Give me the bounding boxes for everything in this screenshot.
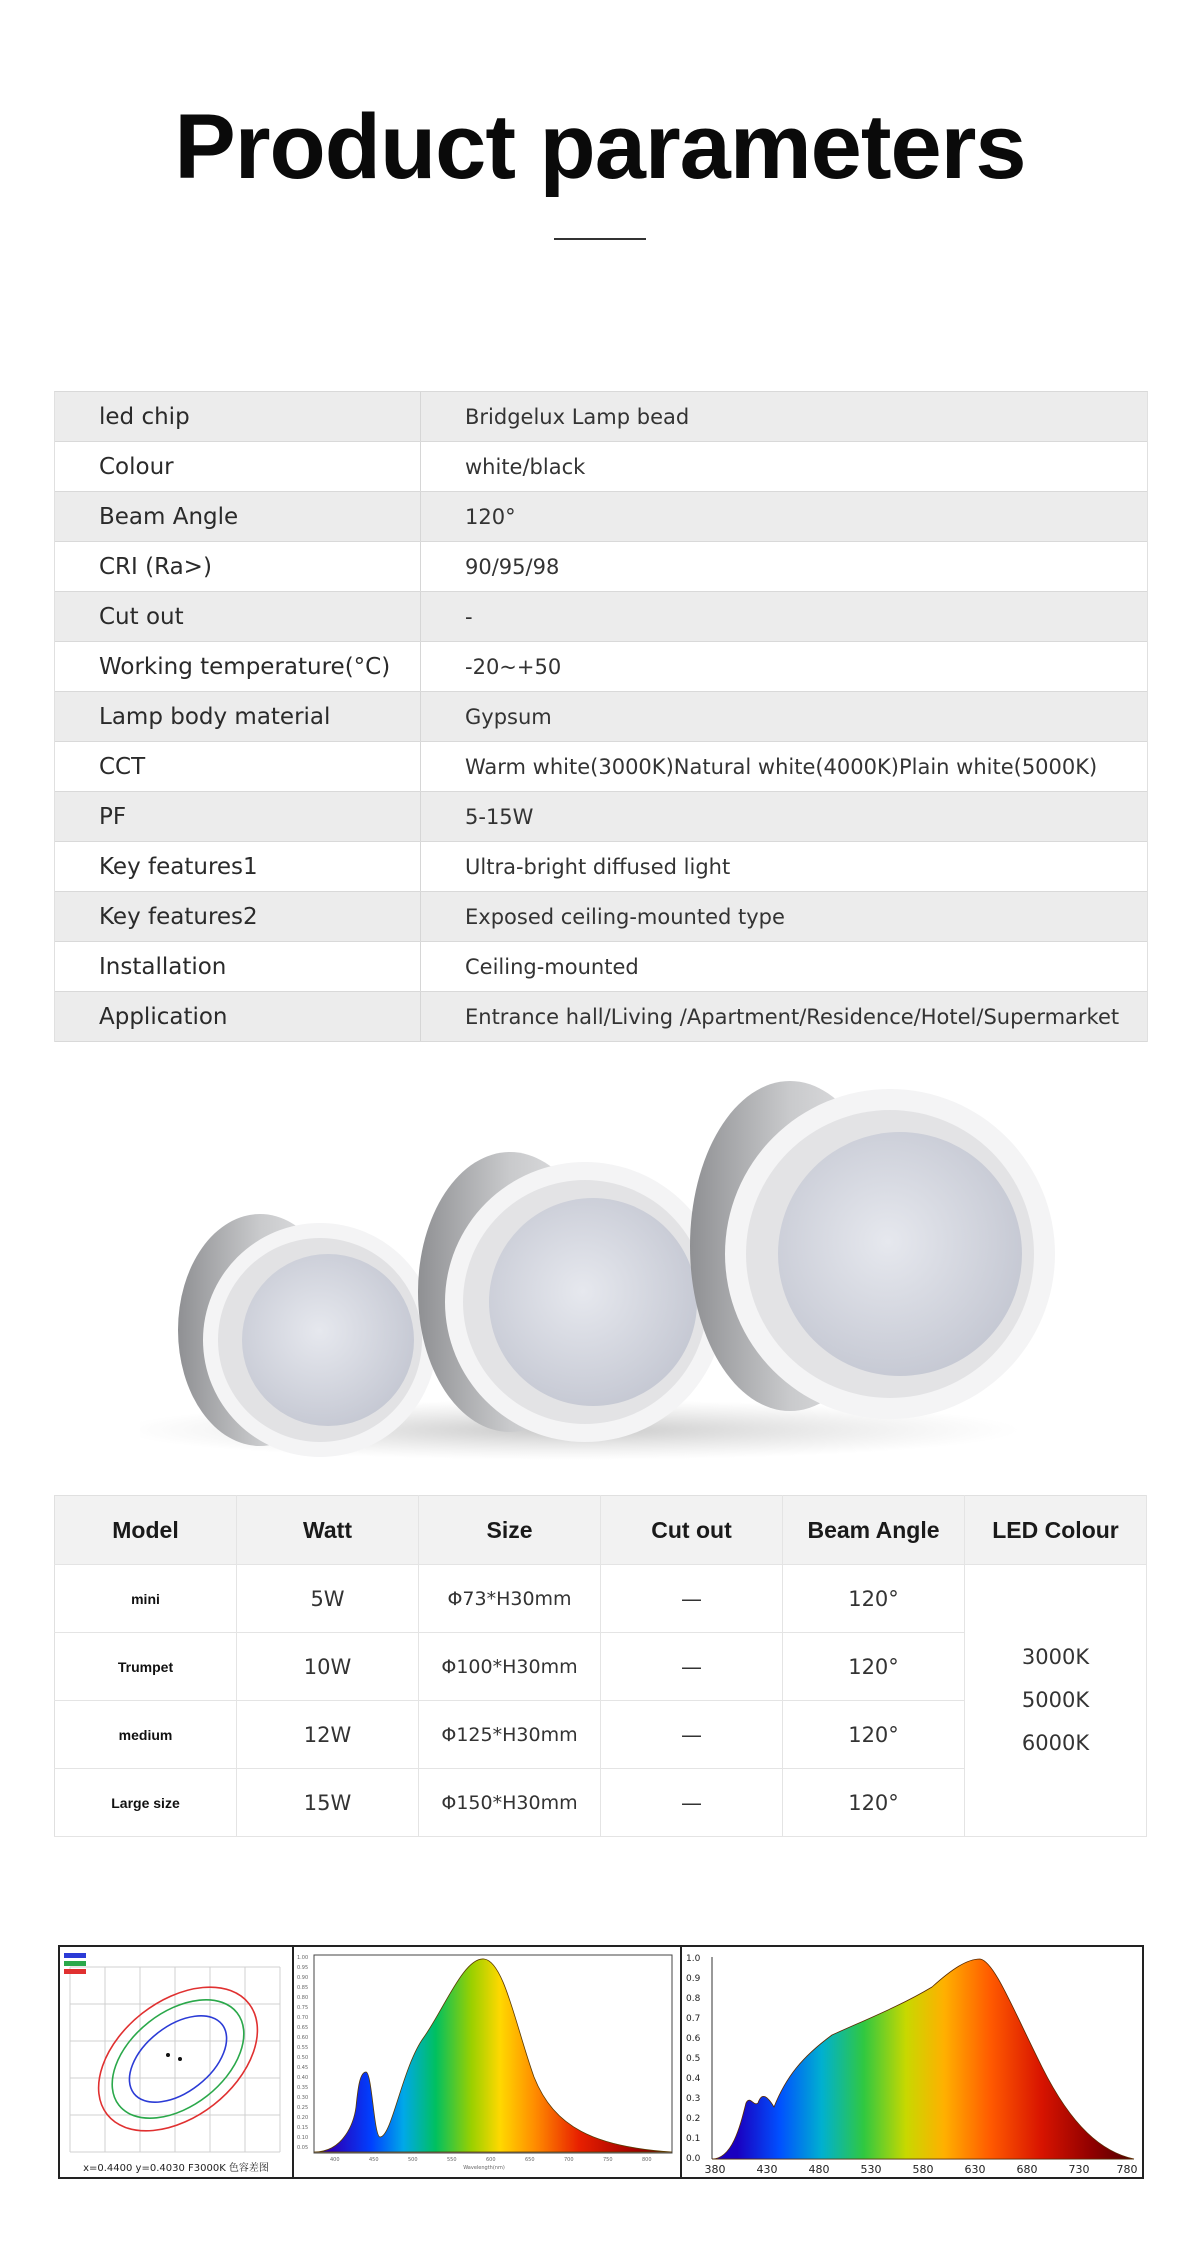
param-label: PF (55, 792, 421, 841)
model-size: Φ125*H30mm (419, 1701, 601, 1769)
param-value: Bridgelux Lamp bead (465, 404, 690, 429)
led-colour: 3000K (1021, 1645, 1090, 1669)
y-tick: 0.45 (297, 2065, 309, 2071)
y-tick: 0.7 (686, 2014, 701, 2024)
model-watt: 12W (237, 1701, 419, 1769)
param-value: Entrance hall/Living /Apartment/Residence/Hotel/Supermarket (465, 1004, 1120, 1029)
y-tick: 0.5 (686, 2054, 701, 2064)
model-name: Large size (55, 1769, 237, 1837)
x-tick: 430 (756, 2163, 778, 2176)
model-name: mini (55, 1565, 237, 1633)
x-tick: 800 (642, 2157, 652, 2163)
param-label: CRI (Ra>) (55, 542, 421, 591)
page-title: Product parameters (174, 96, 1026, 198)
y-tick-labels (686, 1954, 701, 2164)
x-tick: 650 (525, 2157, 535, 2163)
model-beam-angle: 120° (783, 1769, 965, 1837)
target-point (166, 2053, 170, 2057)
column-header: Watt (237, 1496, 419, 1565)
y-tick: 0.80 (297, 1995, 309, 2001)
x-tick: 380 (704, 2163, 726, 2176)
param-row (55, 842, 1147, 892)
model-watt: 15W (237, 1769, 419, 1837)
y-tick-labels (297, 1955, 308, 2151)
x-tick: 780 (1116, 2163, 1138, 2176)
y-tick: 0.3 (686, 2094, 701, 2104)
param-row (55, 892, 1147, 942)
x-tick: 450 (369, 2157, 379, 2163)
param-label: Installation (55, 942, 421, 991)
y-tick: 0.6 (686, 2034, 701, 2044)
param-value: Gypsum (465, 704, 552, 729)
param-row (55, 742, 1147, 792)
param-value: white/black (465, 454, 586, 479)
param-row (55, 642, 1147, 692)
y-tick: 0.50 (297, 2055, 309, 2061)
legend-swatch (64, 1969, 86, 1974)
param-row (55, 542, 1147, 592)
y-tick: 0.60 (297, 2035, 309, 2041)
spectra-strip (58, 1945, 1144, 2179)
column-header: Beam Angle (783, 1496, 965, 1565)
param-label: Application (55, 992, 421, 1041)
y-tick: 0.1 (686, 2134, 701, 2144)
model-beam-angle: 120° (783, 1565, 965, 1633)
param-label: Key features2 (55, 892, 421, 941)
x-tick: 700 (564, 2157, 574, 2163)
param-row (55, 392, 1147, 442)
model-cut-out: — (601, 1633, 783, 1701)
y-tick: 0.0 (686, 2154, 701, 2164)
param-value: 5-15W (465, 804, 534, 829)
spectrum-curve (712, 1959, 1134, 2159)
downlight-medium (418, 1152, 725, 1442)
y-tick: 1.00 (297, 1955, 309, 1961)
param-value: Ceiling-mounted (465, 954, 639, 979)
model-cut-out: — (601, 1565, 783, 1633)
chromaticity-caption: x=0.4400 y=0.4030 F3000K 色容差图 (83, 2163, 269, 2174)
model-cut-out: — (601, 1769, 783, 1837)
y-tick: 0.65 (297, 2025, 309, 2031)
param-value: 120° (465, 504, 516, 529)
x-tick-labels (705, 2163, 1138, 2176)
param-value: Exposed ceiling-mounted type (465, 904, 785, 929)
led-colour-cell (965, 1565, 1147, 1837)
spectrum-chart-right (682, 1947, 1142, 2177)
column-header: Model (55, 1496, 237, 1565)
table-row (55, 1565, 1147, 1633)
param-row (55, 942, 1147, 992)
param-value: 90/95/98 (465, 554, 560, 579)
y-tick: 0.10 (297, 2135, 309, 2141)
x-tick: 580 (912, 2163, 934, 2176)
y-tick: 0.9 (686, 1974, 701, 1984)
y-tick: 0.55 (297, 2045, 309, 2051)
y-tick: 0.90 (297, 1975, 309, 1981)
x-tick: 500 (408, 2157, 418, 2163)
model-size: Φ73*H30mm (419, 1565, 601, 1633)
y-tick: 0.8 (686, 1994, 701, 2004)
y-tick: 0.85 (297, 1985, 309, 1991)
param-value: Ultra-bright diffused light (465, 854, 731, 879)
column-header: Cut out (601, 1496, 783, 1565)
y-tick: 0.4 (686, 2074, 701, 2084)
param-label: Lamp body material (55, 692, 421, 741)
model-size: Φ150*H30mm (419, 1769, 601, 1837)
model-spec-table (54, 1495, 1147, 1837)
spectrum-curve (314, 1959, 672, 2152)
column-header: LED Colour (965, 1496, 1147, 1565)
x-axis-label: Wavelength(nm) (463, 2165, 505, 2171)
param-row (55, 692, 1147, 742)
x-tick: 600 (486, 2157, 496, 2163)
model-cut-out: — (601, 1701, 783, 1769)
x-tick: 750 (603, 2157, 613, 2163)
param-value: Warm white(3000K)Natural white(4000K)Plain white(5000K) (465, 754, 1098, 779)
title-divider (554, 238, 646, 240)
x-tick-labels (330, 2157, 652, 2163)
legend-swatch (64, 1953, 86, 1958)
model-beam-angle: 120° (783, 1701, 965, 1769)
model-watt: 10W (237, 1633, 419, 1701)
model-name: medium (55, 1701, 237, 1769)
column-header: Size (419, 1496, 601, 1565)
led-colour: 5000K (1021, 1688, 1090, 1712)
y-tick: 0.35 (297, 2085, 309, 2091)
parameters-table (54, 391, 1148, 1042)
y-tick: 0.40 (297, 2075, 309, 2081)
y-tick: 0.25 (297, 2105, 309, 2111)
y-tick: 0.20 (297, 2115, 309, 2121)
model-name: Trumpet (55, 1633, 237, 1701)
param-label: Working temperature(°C) (55, 642, 421, 691)
x-tick: 530 (860, 2163, 882, 2176)
param-row (55, 592, 1147, 642)
model-watt: 5W (237, 1565, 419, 1633)
y-tick: 0.70 (297, 2015, 309, 2021)
x-tick: 680 (1016, 2163, 1038, 2176)
chromaticity-diagram (60, 1947, 294, 2177)
x-tick: 630 (964, 2163, 986, 2176)
param-label: Colour (55, 442, 421, 491)
y-tick: 0.15 (297, 2125, 309, 2131)
product-image (140, 1070, 1080, 1470)
param-label: Cut out (55, 592, 421, 641)
legend-swatch (64, 1961, 86, 1966)
param-row (55, 992, 1147, 1042)
downlight-large (690, 1081, 1055, 1419)
measured-point (178, 2057, 182, 2061)
model-beam-angle: 120° (783, 1633, 965, 1701)
param-label: CCT (55, 742, 421, 791)
y-tick: 0.30 (297, 2095, 309, 2101)
y-tick: 0.05 (297, 2145, 309, 2151)
param-row (55, 442, 1147, 492)
y-tick: 0.2 (686, 2114, 701, 2124)
spectrum-chart-left (294, 1947, 682, 2177)
x-tick: 400 (330, 2157, 340, 2163)
y-tick: 0.75 (297, 2005, 309, 2011)
y-tick: 0.95 (297, 1965, 309, 1971)
param-value: -20~+50 (465, 654, 562, 679)
param-value: - (465, 604, 473, 629)
y-tick: 1.0 (686, 1954, 701, 1964)
led-colour: 6000K (1021, 1731, 1090, 1755)
param-row (55, 792, 1147, 842)
param-label: led chip (55, 392, 421, 441)
param-label: Beam Angle (55, 492, 421, 541)
param-label: Key features1 (55, 842, 421, 891)
x-tick: 730 (1068, 2163, 1090, 2176)
downlight-small (178, 1214, 437, 1457)
model-size: Φ100*H30mm (419, 1633, 601, 1701)
x-tick: 480 (808, 2163, 830, 2176)
x-tick: 550 (447, 2157, 457, 2163)
param-row (55, 492, 1147, 542)
